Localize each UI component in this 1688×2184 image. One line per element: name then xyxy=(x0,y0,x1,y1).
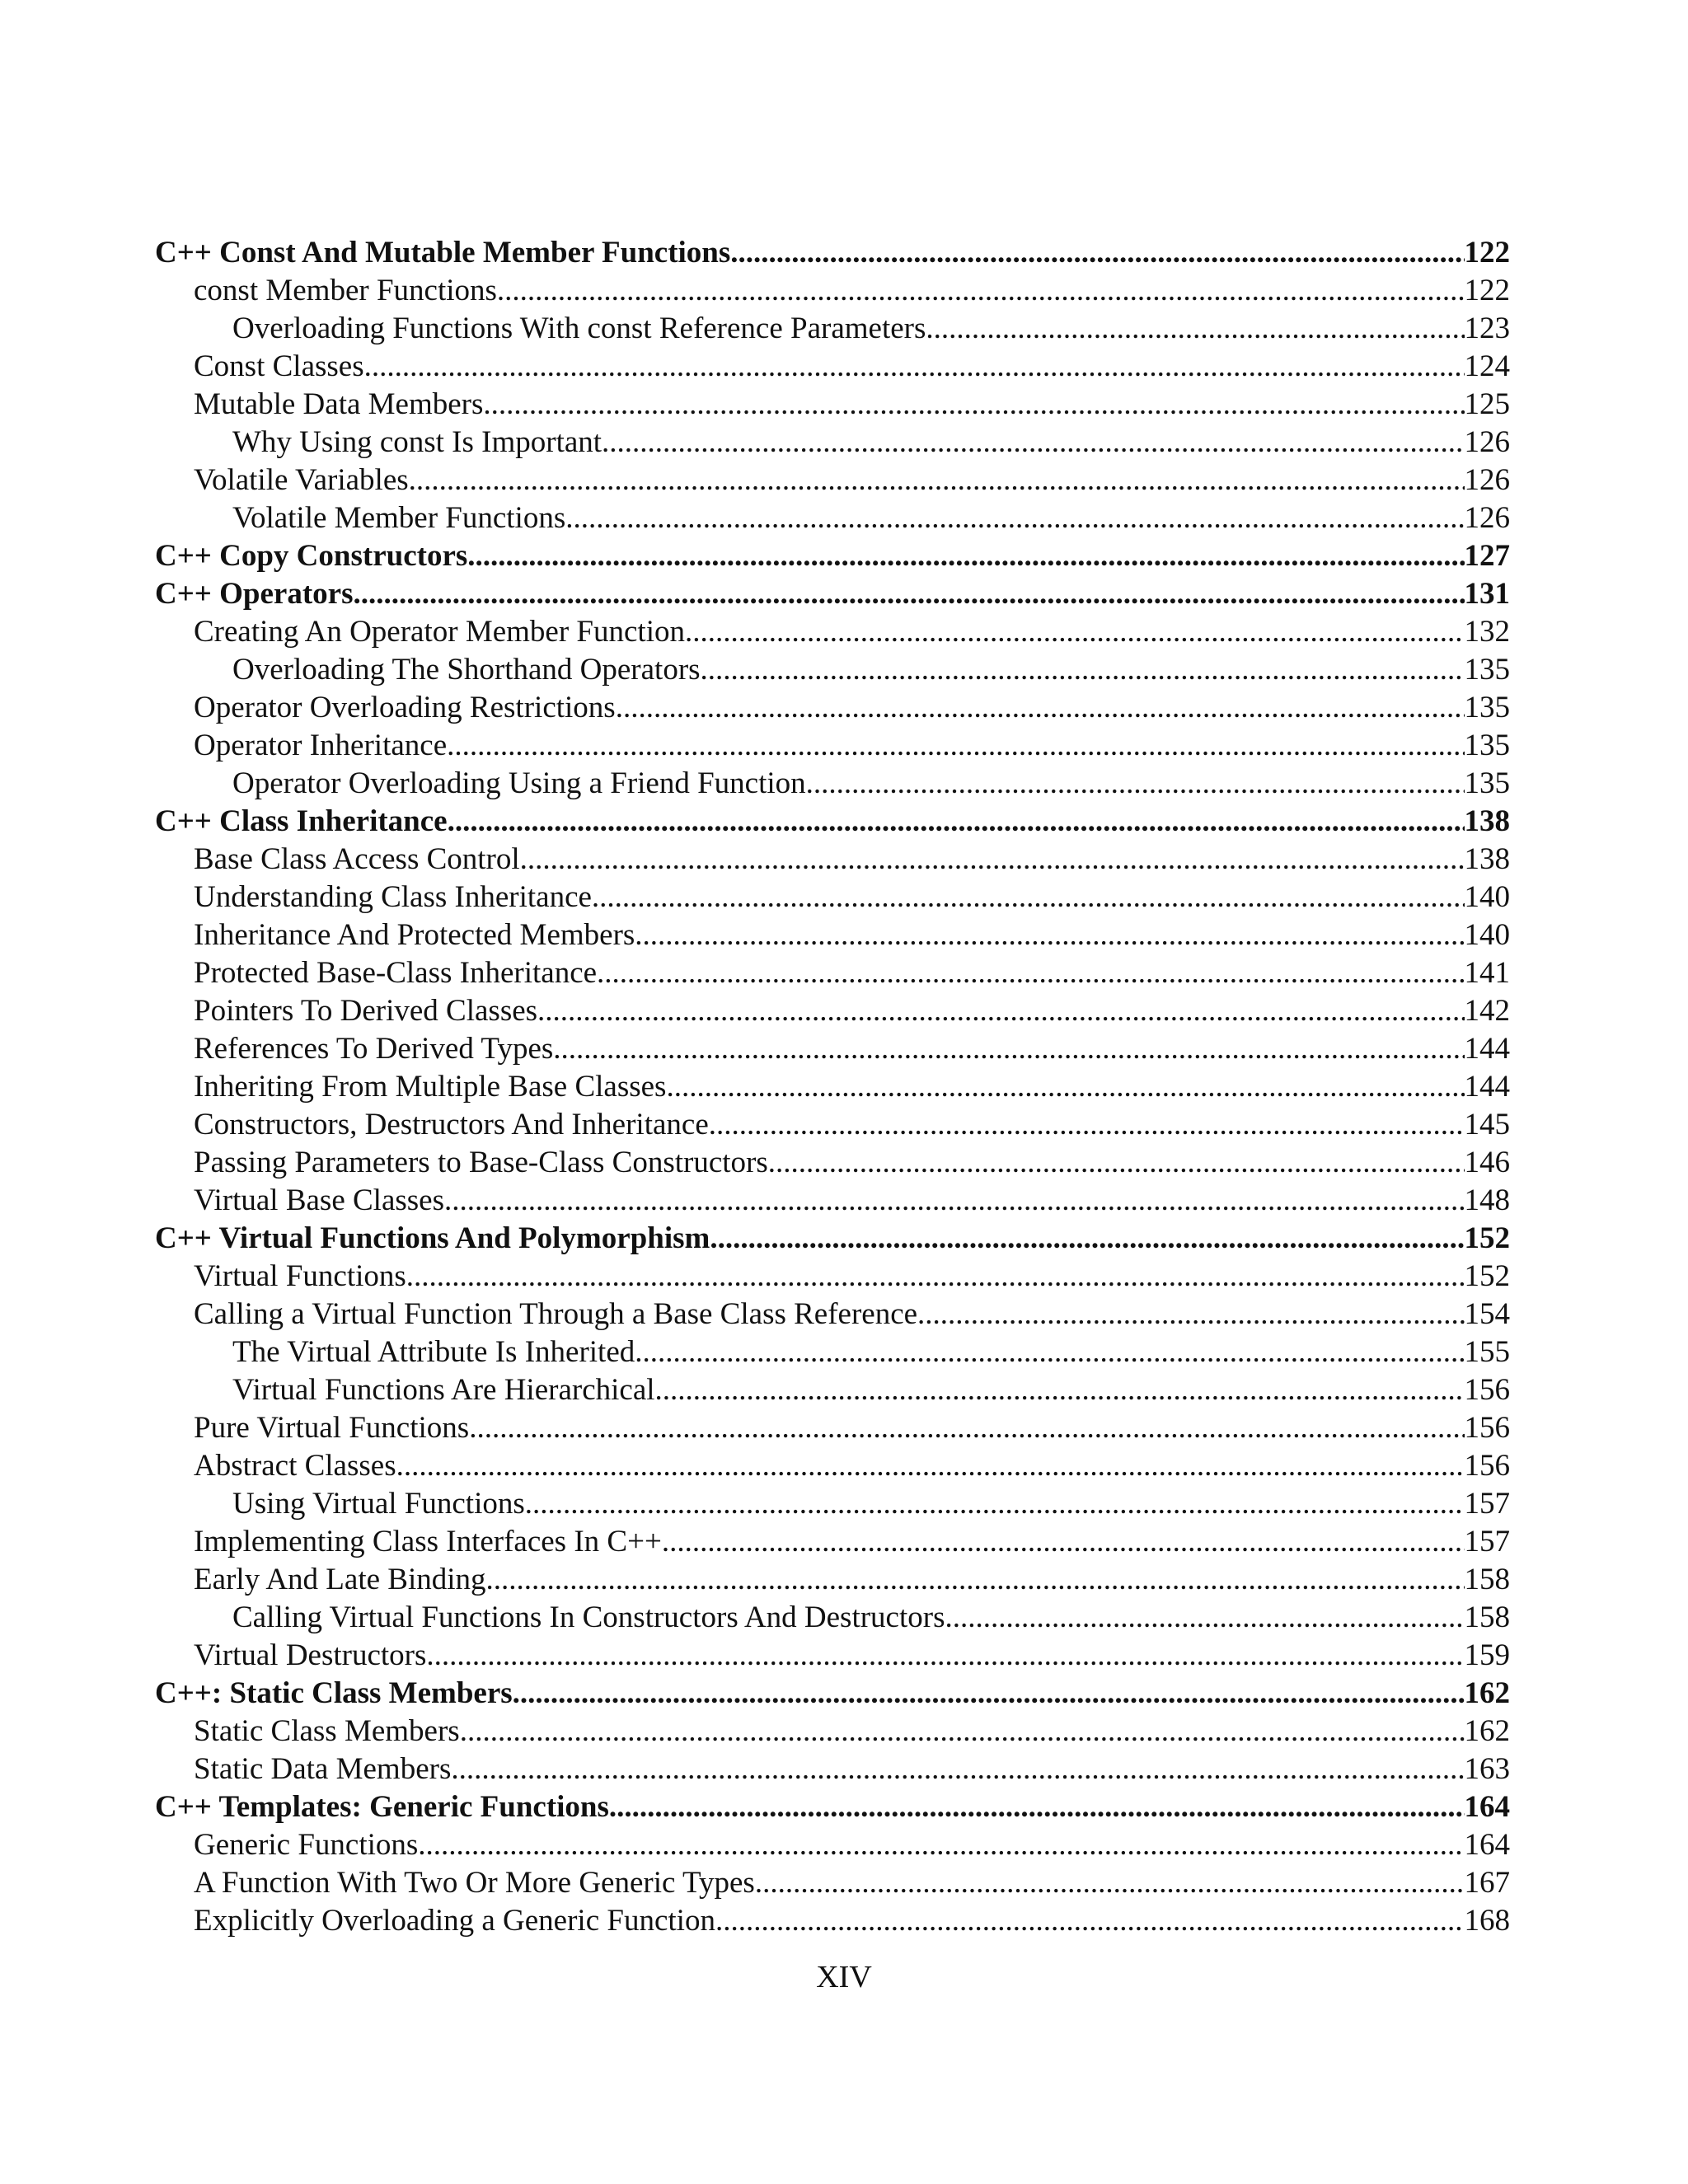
table-of-contents xyxy=(155,234,1510,1940)
toc-entry-page: 124 xyxy=(1464,349,1510,383)
toc-entry-page: 131 xyxy=(1464,577,1510,611)
dot-leader xyxy=(460,1713,1465,1750)
dot-leader xyxy=(364,348,1465,386)
toc-section-entry[interactable] xyxy=(155,765,1510,803)
toc-entry-page: 126 xyxy=(1464,425,1510,459)
dot-leader xyxy=(486,1561,1465,1599)
toc-entry-title: Mutable Data Members xyxy=(194,387,484,421)
dot-leader xyxy=(537,992,1464,1030)
toc-entry-title: Abstract Classes xyxy=(194,1449,396,1483)
dot-leader xyxy=(710,1220,1464,1258)
toc-section-entry[interactable] xyxy=(155,879,1510,916)
toc-entry-page: 138 xyxy=(1464,804,1510,838)
page-number: XIV xyxy=(816,1960,872,1994)
toc-section-entry[interactable] xyxy=(155,386,1510,424)
dot-leader xyxy=(609,1788,1465,1826)
toc-entry-title: The Virtual Attribute Is Inherited xyxy=(232,1335,635,1369)
toc-section-entry[interactable] xyxy=(155,651,1510,689)
dot-leader xyxy=(497,272,1465,310)
toc-entry-page: 126 xyxy=(1464,501,1510,535)
toc-section-entry[interactable] xyxy=(155,1144,1510,1182)
toc-entry-title: Static Class Members xyxy=(194,1714,460,1748)
toc-entry-page: 135 xyxy=(1464,766,1510,800)
toc-section-entry[interactable] xyxy=(155,1333,1510,1371)
toc-entry-page: 156 xyxy=(1464,1449,1510,1483)
toc-entry-page: 158 xyxy=(1464,1563,1510,1596)
toc-entry-page: 125 xyxy=(1464,387,1510,421)
toc-section-entry[interactable] xyxy=(155,1523,1510,1561)
toc-section-entry[interactable] xyxy=(155,1182,1510,1220)
toc-entry-page: 164 xyxy=(1464,1790,1510,1824)
toc-chapter-entry[interactable] xyxy=(155,234,1510,272)
toc-entry-page: 123 xyxy=(1464,312,1510,345)
toc-section-entry[interactable] xyxy=(155,689,1510,727)
toc-entry-title: C++ Operators xyxy=(155,577,354,611)
toc-entry-page: 168 xyxy=(1464,1904,1510,1938)
toc-section-entry[interactable] xyxy=(155,613,1510,651)
dot-leader xyxy=(926,310,1464,348)
toc-section-entry[interactable] xyxy=(155,1371,1510,1409)
toc-entry-page: 154 xyxy=(1464,1297,1510,1331)
dot-leader xyxy=(447,727,1464,765)
dot-leader xyxy=(353,575,1464,613)
toc-entry-page: 156 xyxy=(1464,1373,1510,1407)
toc-entry-title: Inheriting From Multiple Base Classes xyxy=(194,1070,667,1104)
toc-entry-title: Creating An Operator Member Function xyxy=(194,615,685,649)
dot-leader xyxy=(616,689,1465,727)
toc-entry-title: C++ Copy Constructors xyxy=(155,539,468,573)
dot-leader xyxy=(945,1599,1464,1637)
toc-section-entry[interactable] xyxy=(155,916,1510,954)
toc-entry-title: References To Derived Types xyxy=(194,1032,554,1066)
toc-entry-title: Generic Functions xyxy=(194,1828,419,1862)
toc-entry-title: Understanding Class Inheritance xyxy=(194,880,592,914)
dot-leader xyxy=(662,1523,1465,1561)
toc-section-entry[interactable] xyxy=(155,841,1510,879)
toc-entry-title: Calling a Virtual Function Through a Base Class Reference xyxy=(194,1297,918,1331)
toc-entry-title: Virtual Base Classes xyxy=(194,1183,445,1217)
dot-leader xyxy=(513,1675,1465,1713)
toc-entry-title: Calling Virtual Functions In Constructors And Destructors xyxy=(232,1601,945,1634)
toc-entry-title: C++ Templates: Generic Functions xyxy=(155,1790,609,1824)
toc-entry-page: 126 xyxy=(1464,463,1510,497)
toc-section-entry[interactable] xyxy=(155,1068,1510,1106)
toc-entry-title: Using Virtual Functions xyxy=(232,1487,525,1521)
dot-leader xyxy=(553,1030,1464,1068)
toc-entry-page: 152 xyxy=(1464,1221,1510,1255)
toc-entry-page: 135 xyxy=(1464,691,1510,724)
toc-entry-page: 152 xyxy=(1464,1259,1510,1293)
dot-leader xyxy=(520,841,1465,879)
toc-section-entry[interactable] xyxy=(155,954,1510,992)
toc-entry-title: Inheritance And Protected Members xyxy=(194,918,635,952)
toc-entry-title: Virtual Destructors xyxy=(194,1638,427,1672)
dot-leader xyxy=(806,765,1465,803)
toc-entry-title: Explicitly Overloading a Generic Function xyxy=(194,1904,715,1938)
dot-leader xyxy=(565,499,1464,537)
dot-leader xyxy=(635,1333,1464,1371)
toc-section-entry[interactable] xyxy=(155,1713,1510,1750)
toc-entry-page: 164 xyxy=(1464,1828,1510,1862)
toc-entry-page: 135 xyxy=(1464,653,1510,687)
toc-section-entry[interactable] xyxy=(155,1447,1510,1485)
toc-entry-title: Static Data Members xyxy=(194,1752,452,1786)
toc-entry-page: 162 xyxy=(1464,1714,1510,1748)
toc-section-entry[interactable] xyxy=(155,424,1510,462)
toc-entry-title: Operator Overloading Using a Friend Function xyxy=(232,766,806,800)
toc-section-entry[interactable] xyxy=(155,1409,1510,1447)
toc-entry-title: Operator Inheritance xyxy=(194,729,448,762)
toc-entry-title: Operator Overloading Restrictions xyxy=(194,691,616,724)
dot-leader xyxy=(451,1750,1464,1788)
toc-entry-page: 141 xyxy=(1464,956,1510,990)
toc-section-entry[interactable] xyxy=(155,310,1510,348)
dot-leader xyxy=(709,1106,1465,1144)
toc-entry-title: Passing Parameters to Base-Class Constructors xyxy=(194,1146,768,1179)
toc-section-entry[interactable] xyxy=(155,348,1510,386)
dot-leader xyxy=(597,954,1464,992)
toc-entry-page: 167 xyxy=(1464,1866,1510,1900)
toc-entry-title: const Member Functions xyxy=(194,274,497,307)
dot-leader xyxy=(406,1258,1465,1296)
toc-entry-title: C++: Static Class Members xyxy=(155,1676,513,1710)
dot-leader xyxy=(483,386,1464,424)
toc-entry-page: 159 xyxy=(1464,1638,1510,1672)
dot-leader xyxy=(715,1902,1465,1940)
toc-entry-page: 148 xyxy=(1464,1183,1510,1217)
toc-section-entry[interactable] xyxy=(155,1106,1510,1144)
toc-section-entry[interactable] xyxy=(155,992,1510,1030)
toc-section-entry[interactable] xyxy=(155,462,1510,499)
toc-section-entry[interactable] xyxy=(155,499,1510,537)
toc-entry-page: 144 xyxy=(1464,1032,1510,1066)
toc-entry-page: 138 xyxy=(1464,842,1510,876)
dot-leader xyxy=(755,1864,1465,1902)
toc-section-entry[interactable] xyxy=(155,1296,1510,1333)
toc-section-entry[interactable] xyxy=(155,272,1510,310)
toc-section-entry[interactable] xyxy=(155,1750,1510,1788)
dot-leader xyxy=(448,803,1465,841)
toc-entry-title: C++ Const And Mutable Member Functions xyxy=(155,236,731,269)
toc-entry-page: 140 xyxy=(1464,918,1510,952)
toc-entry-page: 163 xyxy=(1464,1752,1510,1786)
toc-chapter-entry[interactable] xyxy=(155,1220,1510,1258)
toc-entry-page: 127 xyxy=(1464,539,1510,573)
toc-entry-page: 122 xyxy=(1464,274,1510,307)
toc-section-entry[interactable] xyxy=(155,1258,1510,1296)
dot-leader xyxy=(730,234,1464,272)
toc-entry-page: 158 xyxy=(1464,1601,1510,1634)
toc-entry-title: Pure Virtual Functions xyxy=(194,1411,470,1445)
toc-section-entry[interactable] xyxy=(155,1561,1510,1599)
toc-entry-page: 140 xyxy=(1464,880,1510,914)
dot-leader xyxy=(701,651,1465,689)
dot-leader xyxy=(467,537,1464,575)
dot-leader xyxy=(396,1447,1465,1485)
dot-leader xyxy=(655,1371,1465,1409)
toc-section-entry[interactable] xyxy=(155,1030,1510,1068)
toc-entry-title: C++ Class Inheritance xyxy=(155,804,448,838)
toc-entry-page: 144 xyxy=(1464,1070,1510,1104)
toc-entry-page: 156 xyxy=(1464,1411,1510,1445)
toc-entry-title: Volatile Member Functions xyxy=(232,501,566,535)
toc-entry-page: 142 xyxy=(1464,994,1510,1028)
dot-leader xyxy=(418,1826,1464,1864)
toc-entry-page: 132 xyxy=(1464,615,1510,649)
toc-section-entry[interactable] xyxy=(155,1826,1510,1864)
toc-entry-page: 122 xyxy=(1464,236,1510,269)
toc-entry-title: Const Classes xyxy=(194,349,364,383)
dot-leader xyxy=(592,879,1465,916)
toc-entry-title: Constructors, Destructors And Inheritance xyxy=(194,1108,709,1141)
toc-section-entry[interactable] xyxy=(155,727,1510,765)
toc-entry-title: Overloading The Shorthand Operators xyxy=(232,653,701,687)
toc-entry-page: 157 xyxy=(1464,1525,1510,1558)
dot-leader xyxy=(469,1409,1464,1447)
toc-entry-title: Protected Base-Class Inheritance xyxy=(194,956,598,990)
toc-entry-page: 145 xyxy=(1464,1108,1510,1141)
toc-entry-title: C++ Virtual Functions And Polymorphism xyxy=(155,1221,710,1255)
toc-entry-page: 155 xyxy=(1464,1335,1510,1369)
toc-chapter-entry[interactable] xyxy=(155,1675,1510,1713)
toc-entry-page: 135 xyxy=(1464,729,1510,762)
toc-entry-title: A Function With Two Or More Generic Types xyxy=(194,1866,755,1900)
toc-entry-title: Base Class Access Control xyxy=(194,842,520,876)
toc-chapter-entry[interactable] xyxy=(155,537,1510,575)
dot-leader xyxy=(666,1068,1464,1106)
toc-entry-title: Early And Late Binding xyxy=(194,1563,486,1596)
toc-section-entry[interactable] xyxy=(155,1599,1510,1637)
dot-leader xyxy=(635,916,1464,954)
toc-section-entry[interactable] xyxy=(155,1637,1510,1675)
toc-entry-title: Implementing Class Interfaces In C++ xyxy=(194,1525,662,1558)
toc-entry-page: 157 xyxy=(1464,1487,1510,1521)
toc-entry-title: Overloading Functions With const Reference Parameters xyxy=(232,312,926,345)
toc-entry-page: 162 xyxy=(1464,1676,1510,1710)
toc-chapter-entry[interactable] xyxy=(155,575,1510,613)
toc-entry-title: Virtual Functions xyxy=(194,1259,406,1293)
dot-leader xyxy=(602,424,1464,462)
toc-entry-title: Virtual Functions Are Hierarchical xyxy=(232,1373,655,1407)
toc-section-entry[interactable] xyxy=(155,1864,1510,1902)
toc-entry-title: Volatile Variables xyxy=(194,463,409,497)
dot-leader xyxy=(768,1144,1465,1182)
toc-section-entry[interactable] xyxy=(155,1902,1510,1940)
toc-chapter-entry[interactable] xyxy=(155,1788,1510,1826)
toc-entry-title: Why Using const Is Important xyxy=(232,425,603,459)
toc-entry-title: Pointers To Derived Classes xyxy=(194,994,538,1028)
dot-leader xyxy=(685,613,1465,651)
dot-leader xyxy=(426,1637,1464,1675)
toc-entry-page: 146 xyxy=(1464,1146,1510,1179)
dot-leader xyxy=(525,1485,1465,1523)
toc-chapter-entry[interactable] xyxy=(155,803,1510,841)
toc-section-entry[interactable] xyxy=(155,1485,1510,1523)
dot-leader xyxy=(444,1182,1464,1220)
dot-leader xyxy=(409,462,1465,499)
dot-leader xyxy=(917,1296,1464,1333)
